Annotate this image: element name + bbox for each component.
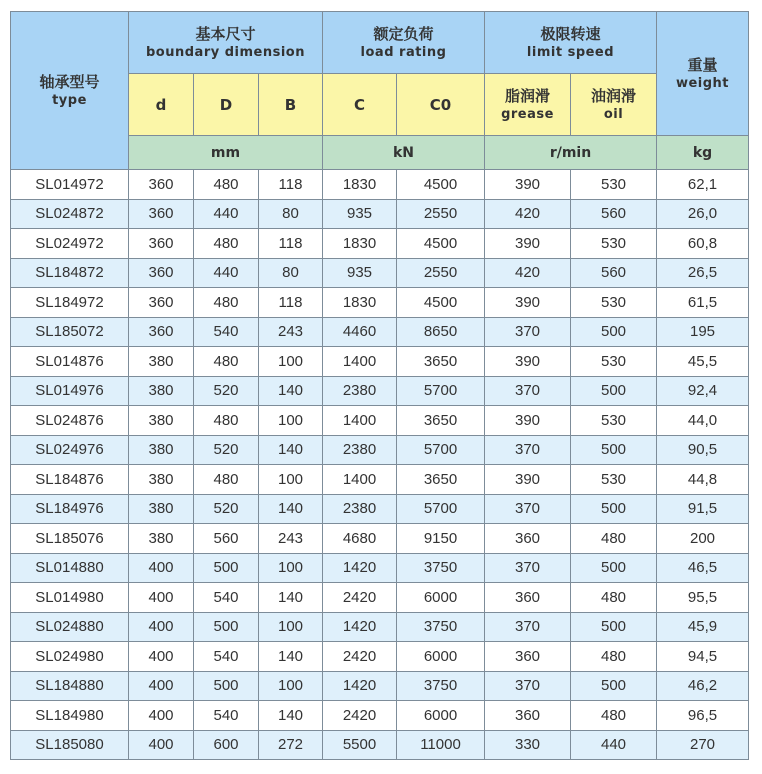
cell-grease: 370 <box>485 376 571 406</box>
table-row <box>11 317 749 347</box>
cell-C0: 3650 <box>397 347 485 377</box>
cell-C: 1400 <box>323 406 397 436</box>
cell-type: SL185080 <box>11 730 129 760</box>
cell-C0: 8650 <box>397 317 485 347</box>
bearing-spec-table <box>10 11 749 760</box>
unit-mm: mm <box>129 136 323 170</box>
cell-oil: 480 <box>571 583 657 613</box>
header-weight-zh: 重量 <box>687 55 718 74</box>
cell-D: 480 <box>194 406 259 436</box>
cell-B: 118 <box>259 229 323 259</box>
header-oil <box>571 74 657 136</box>
cell-C0: 2550 <box>397 258 485 288</box>
table-row <box>11 288 749 318</box>
cell-oil: 500 <box>571 553 657 583</box>
cell-type: SL024872 <box>11 199 129 229</box>
cell-C0: 6000 <box>397 642 485 672</box>
cell-type: SL185076 <box>11 524 129 554</box>
header-speed-zh: 极限转速 <box>540 24 601 43</box>
cell-C: 1830 <box>323 229 397 259</box>
cell-type: SL024980 <box>11 642 129 672</box>
cell-d: 380 <box>129 347 194 377</box>
cell-B: 80 <box>259 258 323 288</box>
cell-weight: 94,5 <box>657 642 749 672</box>
cell-B: 243 <box>259 317 323 347</box>
cell-oil: 530 <box>571 229 657 259</box>
table-row <box>11 376 749 406</box>
cell-type: SL014880 <box>11 553 129 583</box>
cell-grease: 420 <box>485 199 571 229</box>
cell-weight: 60,8 <box>657 229 749 259</box>
cell-weight: 45,5 <box>657 347 749 377</box>
cell-C0: 6000 <box>397 701 485 731</box>
cell-type: SL184976 <box>11 494 129 524</box>
cell-B: 118 <box>259 170 323 200</box>
table-row <box>11 671 749 701</box>
cell-oil: 440 <box>571 730 657 760</box>
cell-d: 360 <box>129 288 194 318</box>
cell-type: SL184872 <box>11 258 129 288</box>
cell-C: 935 <box>323 258 397 288</box>
table-row <box>11 229 749 259</box>
cell-D: 520 <box>194 435 259 465</box>
cell-C: 4680 <box>323 524 397 554</box>
cell-grease: 330 <box>485 730 571 760</box>
cell-D: 500 <box>194 553 259 583</box>
cell-D: 520 <box>194 494 259 524</box>
cell-oil: 500 <box>571 671 657 701</box>
cell-d: 400 <box>129 553 194 583</box>
cell-weight: 91,5 <box>657 494 749 524</box>
cell-C0: 4500 <box>397 288 485 318</box>
table-row <box>11 642 749 672</box>
cell-B: 100 <box>259 406 323 436</box>
cell-type: SL024976 <box>11 435 129 465</box>
cell-weight: 61,5 <box>657 288 749 318</box>
table-row <box>11 258 749 288</box>
cell-B: 100 <box>259 671 323 701</box>
cell-C: 2420 <box>323 701 397 731</box>
header-C0: C0 <box>397 74 485 136</box>
cell-C: 1400 <box>323 465 397 495</box>
cell-C: 2380 <box>323 494 397 524</box>
cell-weight: 92,4 <box>657 376 749 406</box>
cell-oil: 480 <box>571 524 657 554</box>
cell-D: 540 <box>194 583 259 613</box>
cell-C: 1420 <box>323 612 397 642</box>
cell-grease: 370 <box>485 553 571 583</box>
cell-weight: 45,9 <box>657 612 749 642</box>
cell-grease: 360 <box>485 642 571 672</box>
cell-d: 360 <box>129 317 194 347</box>
table-row <box>11 524 749 554</box>
cell-grease: 390 <box>485 229 571 259</box>
cell-C: 5500 <box>323 730 397 760</box>
cell-B: 243 <box>259 524 323 554</box>
header-C: C <box>323 74 397 136</box>
cell-type: SL024876 <box>11 406 129 436</box>
cell-type: SL024972 <box>11 229 129 259</box>
table-row <box>11 730 749 760</box>
cell-grease: 370 <box>485 612 571 642</box>
cell-type: SL024880 <box>11 612 129 642</box>
cell-d: 400 <box>129 701 194 731</box>
cell-weight: 26,0 <box>657 199 749 229</box>
header-type <box>11 12 129 170</box>
cell-oil: 500 <box>571 494 657 524</box>
cell-d: 360 <box>129 199 194 229</box>
cell-C: 1830 <box>323 170 397 200</box>
cell-weight: 200 <box>657 524 749 554</box>
cell-oil: 500 <box>571 376 657 406</box>
table-row <box>11 465 749 495</box>
header-weight <box>657 12 749 136</box>
cell-oil: 530 <box>571 465 657 495</box>
cell-D: 480 <box>194 465 259 495</box>
header-oil-zh: 油润滑 <box>590 86 636 105</box>
cell-d: 400 <box>129 612 194 642</box>
cell-C: 4460 <box>323 317 397 347</box>
header-d: d <box>129 74 194 136</box>
cell-weight: 44,8 <box>657 465 749 495</box>
cell-d: 380 <box>129 494 194 524</box>
cell-d: 360 <box>129 229 194 259</box>
cell-grease: 360 <box>485 524 571 554</box>
cell-B: 100 <box>259 465 323 495</box>
unit-kg: kg <box>657 136 749 170</box>
cell-d: 400 <box>129 671 194 701</box>
bearing-spec-table-wrapper <box>10 11 749 760</box>
cell-grease: 370 <box>485 671 571 701</box>
table-row <box>11 406 749 436</box>
cell-C0: 4500 <box>397 229 485 259</box>
cell-B: 140 <box>259 376 323 406</box>
cell-B: 140 <box>259 583 323 613</box>
cell-oil: 560 <box>571 258 657 288</box>
cell-type: SL184972 <box>11 288 129 318</box>
cell-C: 1830 <box>323 288 397 318</box>
cell-d: 360 <box>129 258 194 288</box>
table-row <box>11 435 749 465</box>
header-oil-en: oil <box>603 106 624 122</box>
cell-weight: 46,2 <box>657 671 749 701</box>
cell-d: 400 <box>129 730 194 760</box>
cell-D: 500 <box>194 671 259 701</box>
cell-weight: 62,1 <box>657 170 749 200</box>
cell-oil: 480 <box>571 701 657 731</box>
cell-oil: 530 <box>571 170 657 200</box>
header-D: D <box>194 74 259 136</box>
table-row <box>11 199 749 229</box>
table-body <box>11 170 749 760</box>
header-load-en: load rating <box>360 44 447 60</box>
cell-C0: 9150 <box>397 524 485 554</box>
cell-type: SL185072 <box>11 317 129 347</box>
header-grease-zh: 脂润滑 <box>504 86 550 105</box>
cell-d: 380 <box>129 524 194 554</box>
cell-weight: 95,5 <box>657 583 749 613</box>
cell-oil: 500 <box>571 317 657 347</box>
cell-grease: 370 <box>485 317 571 347</box>
cell-grease: 420 <box>485 258 571 288</box>
cell-C: 1420 <box>323 553 397 583</box>
header-boundary-zh: 基本尺寸 <box>195 24 256 43</box>
cell-type: SL014972 <box>11 170 129 200</box>
cell-C: 1420 <box>323 671 397 701</box>
cell-d: 380 <box>129 465 194 495</box>
cell-D: 480 <box>194 288 259 318</box>
cell-grease: 390 <box>485 288 571 318</box>
cell-type: SL014976 <box>11 376 129 406</box>
cell-grease: 370 <box>485 494 571 524</box>
cell-B: 272 <box>259 730 323 760</box>
unit-kn: kN <box>323 136 485 170</box>
cell-weight: 195 <box>657 317 749 347</box>
table-row <box>11 553 749 583</box>
cell-D: 540 <box>194 317 259 347</box>
cell-D: 520 <box>194 376 259 406</box>
cell-d: 400 <box>129 642 194 672</box>
cell-B: 100 <box>259 612 323 642</box>
cell-C0: 5700 <box>397 494 485 524</box>
cell-weight: 96,5 <box>657 701 749 731</box>
cell-B: 140 <box>259 642 323 672</box>
cell-C0: 11000 <box>397 730 485 760</box>
header-load <box>323 12 485 74</box>
header-grease <box>485 74 571 136</box>
cell-oil: 500 <box>571 435 657 465</box>
cell-D: 600 <box>194 730 259 760</box>
cell-grease: 360 <box>485 583 571 613</box>
cell-B: 118 <box>259 288 323 318</box>
cell-C0: 3750 <box>397 671 485 701</box>
cell-grease: 360 <box>485 701 571 731</box>
cell-C: 2380 <box>323 376 397 406</box>
table-row <box>11 494 749 524</box>
cell-type: SL014876 <box>11 347 129 377</box>
table-row <box>11 583 749 613</box>
cell-B: 80 <box>259 199 323 229</box>
cell-oil: 560 <box>571 199 657 229</box>
cell-d: 400 <box>129 583 194 613</box>
header-B: B <box>259 74 323 136</box>
cell-C0: 3750 <box>397 553 485 583</box>
cell-weight: 44,0 <box>657 406 749 436</box>
cell-D: 480 <box>194 229 259 259</box>
cell-C0: 3650 <box>397 465 485 495</box>
cell-D: 440 <box>194 199 259 229</box>
header-type-en: type <box>52 92 87 108</box>
cell-D: 480 <box>194 347 259 377</box>
cell-weight: 46,5 <box>657 553 749 583</box>
header-boundary-en: boundary dimension <box>146 44 305 60</box>
cell-oil: 530 <box>571 406 657 436</box>
cell-type: SL184876 <box>11 465 129 495</box>
cell-weight: 270 <box>657 730 749 760</box>
cell-D: 500 <box>194 612 259 642</box>
cell-grease: 390 <box>485 406 571 436</box>
cell-d: 380 <box>129 376 194 406</box>
cell-C: 2380 <box>323 435 397 465</box>
header-grease-en: grease <box>501 106 554 122</box>
cell-weight: 26,5 <box>657 258 749 288</box>
table-row <box>11 170 749 200</box>
table-row <box>11 612 749 642</box>
header-type-zh: 轴承型号 <box>39 72 100 91</box>
header-speed <box>485 12 657 74</box>
cell-grease: 390 <box>485 347 571 377</box>
cell-D: 540 <box>194 642 259 672</box>
cell-C: 2420 <box>323 642 397 672</box>
header-load-zh: 额定负荷 <box>373 24 434 43</box>
cell-C0: 4500 <box>397 170 485 200</box>
cell-C0: 5700 <box>397 376 485 406</box>
cell-C: 1400 <box>323 347 397 377</box>
header-boundary <box>129 12 323 74</box>
unit-rmin: r/min <box>485 136 657 170</box>
cell-D: 440 <box>194 258 259 288</box>
cell-type: SL184880 <box>11 671 129 701</box>
cell-D: 480 <box>194 170 259 200</box>
cell-B: 140 <box>259 494 323 524</box>
cell-C0: 3750 <box>397 612 485 642</box>
table-row <box>11 701 749 731</box>
cell-C0: 5700 <box>397 435 485 465</box>
cell-weight: 90,5 <box>657 435 749 465</box>
cell-B: 100 <box>259 347 323 377</box>
cell-D: 560 <box>194 524 259 554</box>
cell-C0: 2550 <box>397 199 485 229</box>
cell-C0: 3650 <box>397 406 485 436</box>
cell-oil: 530 <box>571 288 657 318</box>
cell-oil: 500 <box>571 612 657 642</box>
header-weight-en: weight <box>675 75 730 91</box>
cell-d: 380 <box>129 435 194 465</box>
cell-B: 140 <box>259 435 323 465</box>
cell-C: 2420 <box>323 583 397 613</box>
cell-B: 140 <box>259 701 323 731</box>
cell-type: SL014980 <box>11 583 129 613</box>
cell-D: 540 <box>194 701 259 731</box>
cell-d: 360 <box>129 170 194 200</box>
cell-grease: 390 <box>485 465 571 495</box>
cell-d: 380 <box>129 406 194 436</box>
cell-C: 935 <box>323 199 397 229</box>
cell-oil: 530 <box>571 347 657 377</box>
cell-C0: 6000 <box>397 583 485 613</box>
cell-oil: 480 <box>571 642 657 672</box>
header-speed-en: limit speed <box>526 44 615 60</box>
cell-type: SL184980 <box>11 701 129 731</box>
cell-grease: 370 <box>485 435 571 465</box>
cell-grease: 390 <box>485 170 571 200</box>
cell-B: 100 <box>259 553 323 583</box>
table-row <box>11 347 749 377</box>
